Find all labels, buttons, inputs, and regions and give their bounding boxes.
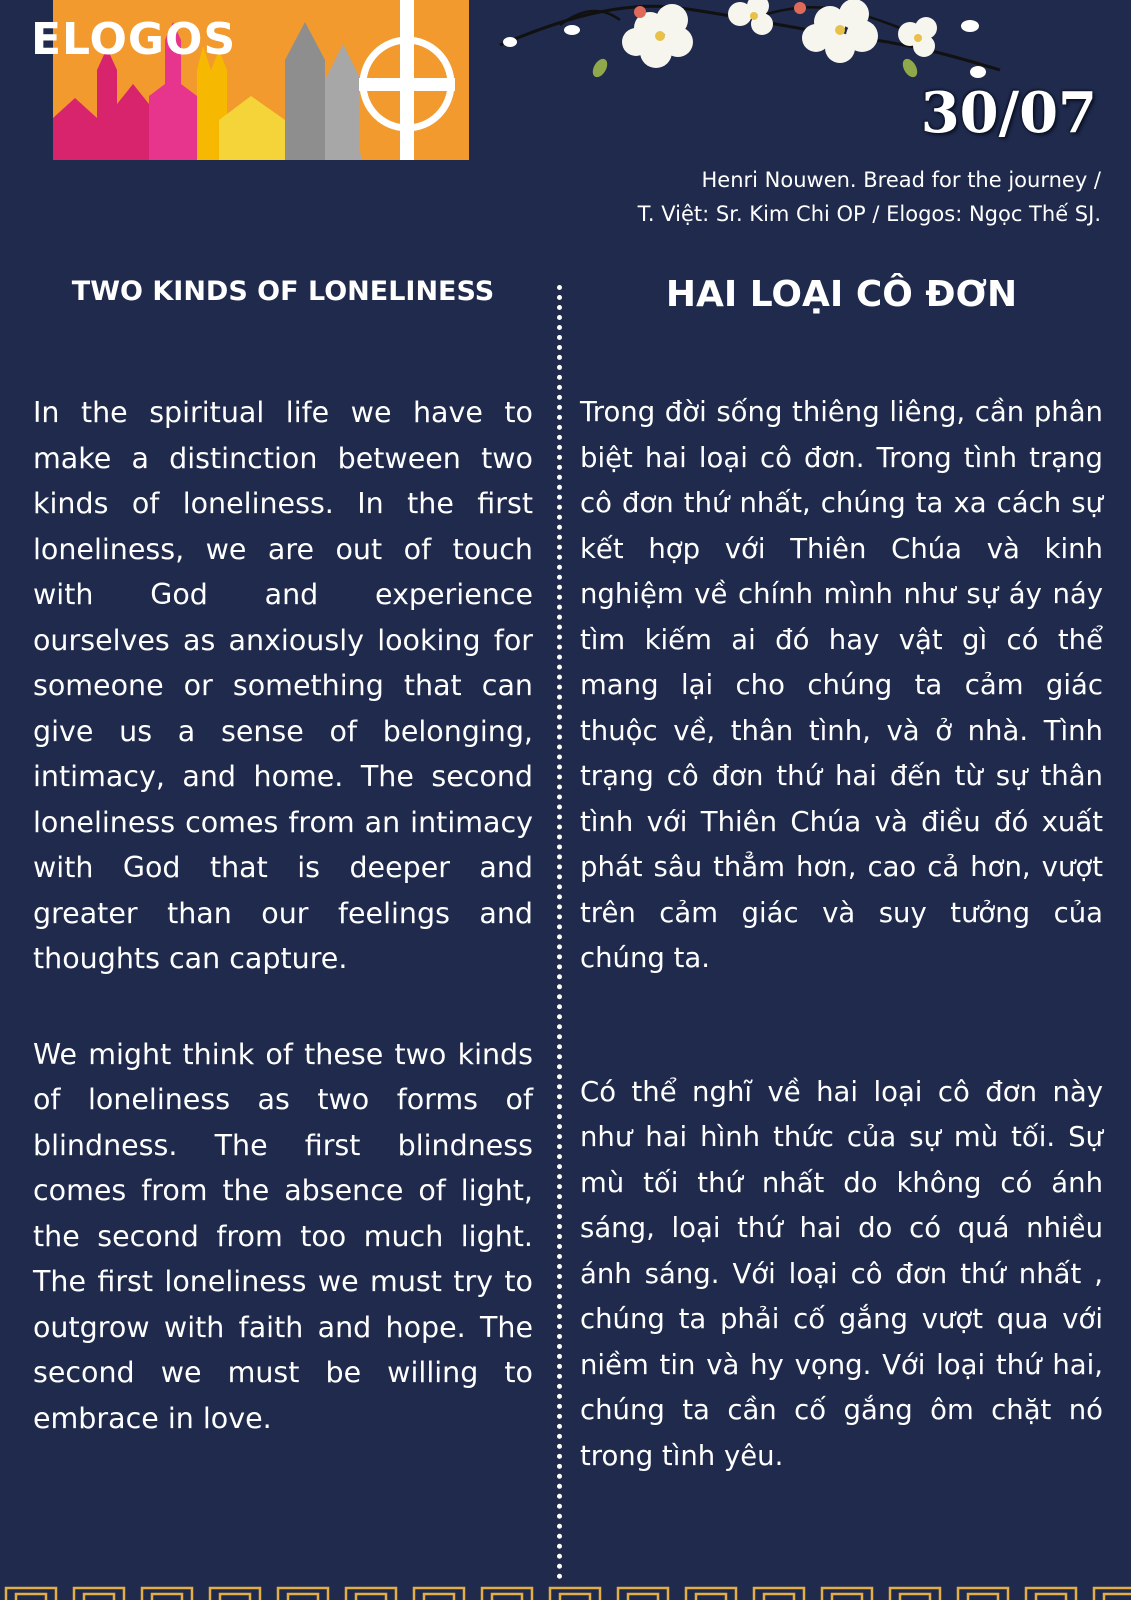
vietnamese-column	[580, 270, 1103, 1479]
blossom-branch-decoration	[500, 0, 1020, 90]
english-title: TWO KINDS OF LONELINESS	[71, 276, 495, 307]
source-line-author: Henri Nouwen. Bread for the journey /	[701, 168, 1101, 192]
english-column	[33, 270, 533, 1441]
date-label: 30/07	[920, 80, 1097, 146]
elogos-logo	[31, 0, 469, 160]
column-divider	[557, 285, 562, 1580]
source-line-translation: T. Việt: Sr. Kim Chi OP / Elogos: Ngọc Thế SJ.	[637, 202, 1101, 226]
greek-key-border	[0, 1585, 1131, 1600]
english-paragraph-1: In the spiritual life we have to make a distinction between two kinds of loneliness. In the first loneliness, we are out of touch with God and experience ourselves as anxiously looking for someone or something that can give us a sense of belonging, intimacy, and home. The second loneliness comes from an intimacy with God that is deeper and greater than our feelings and thoughts can capture.	[33, 396, 533, 975]
vietnamese-title: HAI LOẠI CÔ ĐƠN	[665, 274, 1018, 315]
logo-brand-text: ELOGOS	[31, 14, 237, 65]
vietnamese-paragraph-2: Có thể nghĩ về hai loại cô đơn này như hai hình thức của sự mù tối. Sự mù tối thứ nhất do không có ánh sáng, loại thứ hai do có quá nhiều ánh sáng. Với loại cô đơn thứ nhất , chúng ta phải cố gắng vượt qua với niềm tin và hy vọng. Với loại thứ hai, chúng ta cần cố gắng ôm chặt nó trong tình yêu.	[580, 1075, 1103, 1472]
vietnamese-paragraph-1: Trong đời sống thiêng liêng, cần phân biệt hai loại cô đơn. Trong tình trạng cô đơn thứ nhất, chúng ta xa cách sự kết hợp với Thiên Chúa và kinh nghiệm về chính mình như sự áy náy tìm kiếm ai đó hay vật gì có thể mang lại cho chúng ta cảm giác thuộc về, thân tình, và ở nhà. Tình trạng cô đơn thứ hai đến từ sự thân tình với Thiên Chúa và điều đó xuất phát sâu thẳm hơn, cao cả hơn, vượt trên cảm giác và suy tưởng của chúng ta.	[580, 396, 1103, 974]
source-credit	[638, 163, 1101, 231]
english-paragraph-2: We might think of these two kinds of loneliness as two forms of blindness. The first blindness comes from the absence of light, the second from too much light. The first loneliness we must try to outgrow with faith and hope. The second we must be willing to embrace in love.	[33, 1037, 533, 1435]
